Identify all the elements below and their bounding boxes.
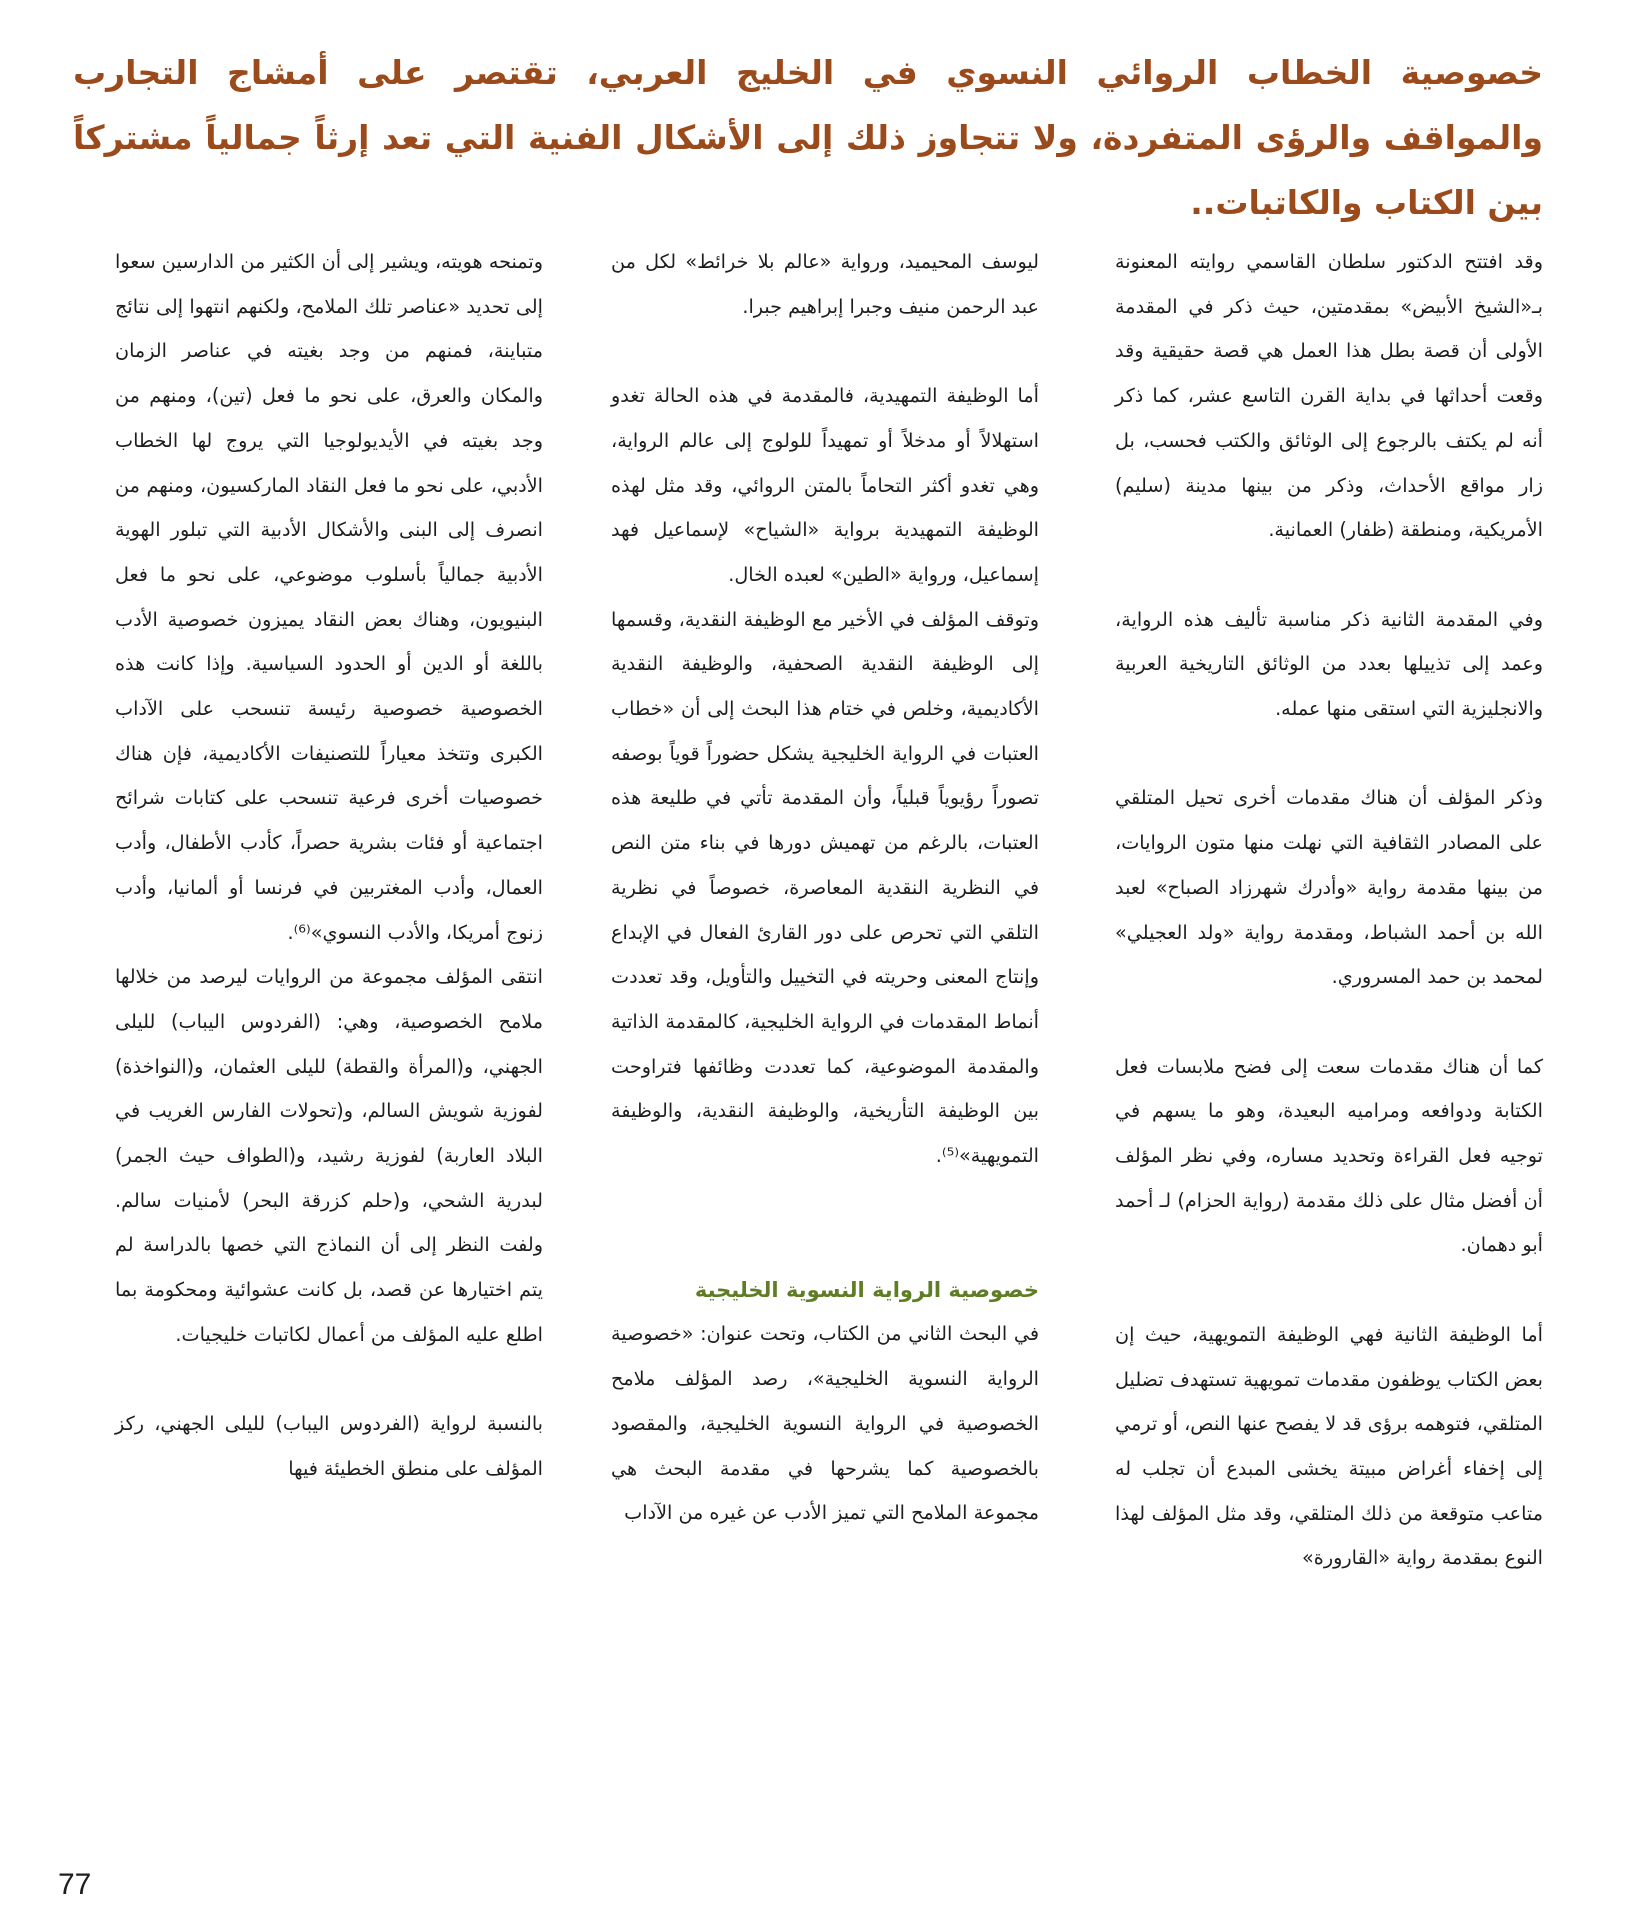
paragraph: ليوسف المحيميد، ورواية «عالم بلا خرائط» لكل من عبد الرحمن منيف وجبرا إبراهيم جبرا. <box>611 250 1039 318</box>
paragraph: وتوقف المؤلف في الأخير مع الوظيفة النقدية، وقسمها إلى الوظيفة النقدية الصحفية، والوظيفة النقدية الأكاديمية، وخلص في ختام هذا البحث إلى أن «خطاب العتبات في الرواية الخليجية يشكل حضوراً قوياً بوصفه تصوراً رؤيوياً قبلياً، وأن المقدمة تأتي في طليعة هذه العتبات، بالرغم من تهميش دورها في بناء متن النص في النظرية النقدية المعاصرة، خصوصاً في نظرية التلقي التي تحرص على دور القارئ الفعال في الإبداع وإنتاج المعنى وحريته في التخييل والتأويل، وقد تعددت أنماط المقدمات في الرواية الخليجية، كالمقدمة الذاتية والمقدمة الموضوعية، كما تعددت وظائفها فتراوحت بين الوظيفة التأريخية، والوظيفة النقدية، والوظيفة التمويهية»⁽⁵⁾. <box>611 607 1039 1168</box>
paragraph: بالنسبة لرواية (الفردوس اليباب) لليلى الجهني، ركز المؤلف على منطق الخطيئة فيها <box>115 1412 543 1480</box>
paragraph: وتمنحه هويته، ويشير إلى أن الكثير من الدارسين سعوا إلى تحديد «عناصر تلك الملامح، ولكنهم انتهوا إلى نتائج متباينة، فمنهم من وجد بغيته في عناصر الزمان والمكان والعرق، على نحو ما فعل (تين)، ومنهم من وجد بغيته في الأيديولوجيا التي يروج لها الخطاب الأدبي، على نحو ما فعل النقاد الماركسيون، ومنهم من انصرف إلى البنى والأشكال الأدبية التي تبلور الهوية الأدبية جمالياً بأسلوب موضوعي، على نحو ما فعل البنيويون، وهناك بعض النقاد يميزون خصوصية الأدب باللغة أو الدين أو الحدود السياسية. وإذا كانت هذه الخصوصية خصوصية رئيسة تنسحب على الآداب الكبرى وتتخذ معياراً للتصنيفات الأكاديمية، فإن هناك خصوصيات أخرى فرعية تنسحب على كتابات شرائح اجتماعية أو فئات بشرية حصراً، كأدب الأطفال، وأدب العمال، وأدب المغتربين في فرنسا أو ألمانيا، وأدب زنوج أمريكا، والأدب النسوي»⁽⁶⁾. <box>115 250 543 944</box>
paragraph: كما أن هناك مقدمات سعت إلى فضح ملابسات فعل الكتابة ودوافعه ومراميه البعيدة، وهو ما يسهم في توجيه فعل القراءة وتحديد مساره، وفي نظر المؤلف أن أفضل مثال على ذلك مقدمة (رواية الحزام) لـ أحمد أبو دهمان. <box>1115 1054 1543 1257</box>
paragraph: أما الوظيفة التمهيدية، فالمقدمة في هذه الحالة تغدو استهلالاً أو مدخلاً أو تمهيداً للولوج إلى عالم الرواية، وهي تغدو أكثر التحاماً بالمتن الروائي، وقد مثل لهذه الوظيفة التمهيدية برواية «الشياح» لإسماعيل فهد إسماعيل، ورواية «الطين» لعبده الخال. <box>611 384 1039 586</box>
paragraph: أما الوظيفة الثانية فهي الوظيفة التمويهية، حيث إن بعض الكتاب يوظفون مقدمات تمويهية تستهدف تضليل المتلقي، فتوهمه برؤى قد لا يفصح عنها النص، أو ترمي إلى إخفاء أغراض مبيتة يخشى المبدع أن تجلب له متاعب متوقعة من ذلك المتلقي، وقد مثل المؤلف لهذا النوع بمقدمة رواية «القارورة» <box>1115 1322 1543 1570</box>
paragraph: وفي المقدمة الثانية ذكر مناسبة تأليف هذه الرواية، وعمد إلى تذييلها بعدد من الوثائق التاريخية العربية والانجليزية التي استقى منها عمله. <box>1115 607 1543 721</box>
paragraph: انتقى المؤلف مجموعة من الروايات ليرصد من خلالها ملامح الخصوصية، وهي: (الفردوس اليباب) لليلى الجهني، و(المرأة والقطة) لليلى العثمان، و(النواخذة) لفوزية شويش السالم، و(تحولات الفارس الغريب في البلاد العاربة) لفوزية رشيد، و(الطواف حيث الجمر) لبدرية الشحي، و(حلم كزرقة البحر) لأمنيات سالم. ولفت النظر إلى أن النماذج التي خصها بالدراسة لم يتم اختيارها عن قصد، بل كانت عشوائية ومحكومة بما اطلع عليه المؤلف من أعمال لكاتبات خليجيات. <box>115 965 543 1346</box>
column-middle <box>611 240 1039 1536</box>
paragraph: في البحث الثاني من الكتاب، وتحت عنوان: «خصوصية الرواية النسوية الخليجية»، رصد المؤلف ملامح الخصوصية في الرواية النسوية الخليجية، والمقصود بالخصوصية كما يشرحها في مقدمة البحث هي مجموعة الملامح التي تميز الأدب عن غيره من الآداب <box>611 1322 1039 1525</box>
paragraph: وذكر المؤلف أن هناك مقدمات أخرى تحيل المتلقي على المصادر الثقافية التي نهلت منها متون الروايات، من بينها مقدمة رواية «وأدرك شهرزاد الصباح» لعبد الله بن أحمد الشباط، ومقدمة رواية «ولد العجيلي» لمحمد بن حمد المسروري. <box>1115 786 1543 989</box>
paragraph: وقد افتتح الدكتور سلطان القاسمي روايته المعنونة بـ«الشيخ الأبيض» بمقدمتين، حيث ذكر في المقدمة الأولى أن قصة بطل هذا العمل هي قصة حقيقية وقد وقعت أحداثها في بداية القرن التاسع عشر، كما ذكر أنه لم يكتف بالرجوع إلى الوثائق والكتب فحسب، بل زار مواقع الأحداث، وذكر من بينها مدينة (سليم) الأمريكية، ومنطقة (ظفار) العمانية. <box>1115 250 1543 542</box>
column-right <box>1115 240 1543 1581</box>
column-left <box>115 240 543 1492</box>
pull-quote: خصوصية الخطاب الروائي النسوي في الخليج العربي، تقتصر على أمشاج التجارب والمواقف والرؤى المتفردة، ولا تتجاوز ذلك إلى الأشكال الفنية التي تعد إرثاً جمالياً مشتركاً بين الكتاب والكاتبات.. <box>73 53 1543 222</box>
section-heading: خصوصية الرواية النسوية الخليجية <box>694 1277 1039 1302</box>
page-number: 77 <box>58 1868 92 1901</box>
